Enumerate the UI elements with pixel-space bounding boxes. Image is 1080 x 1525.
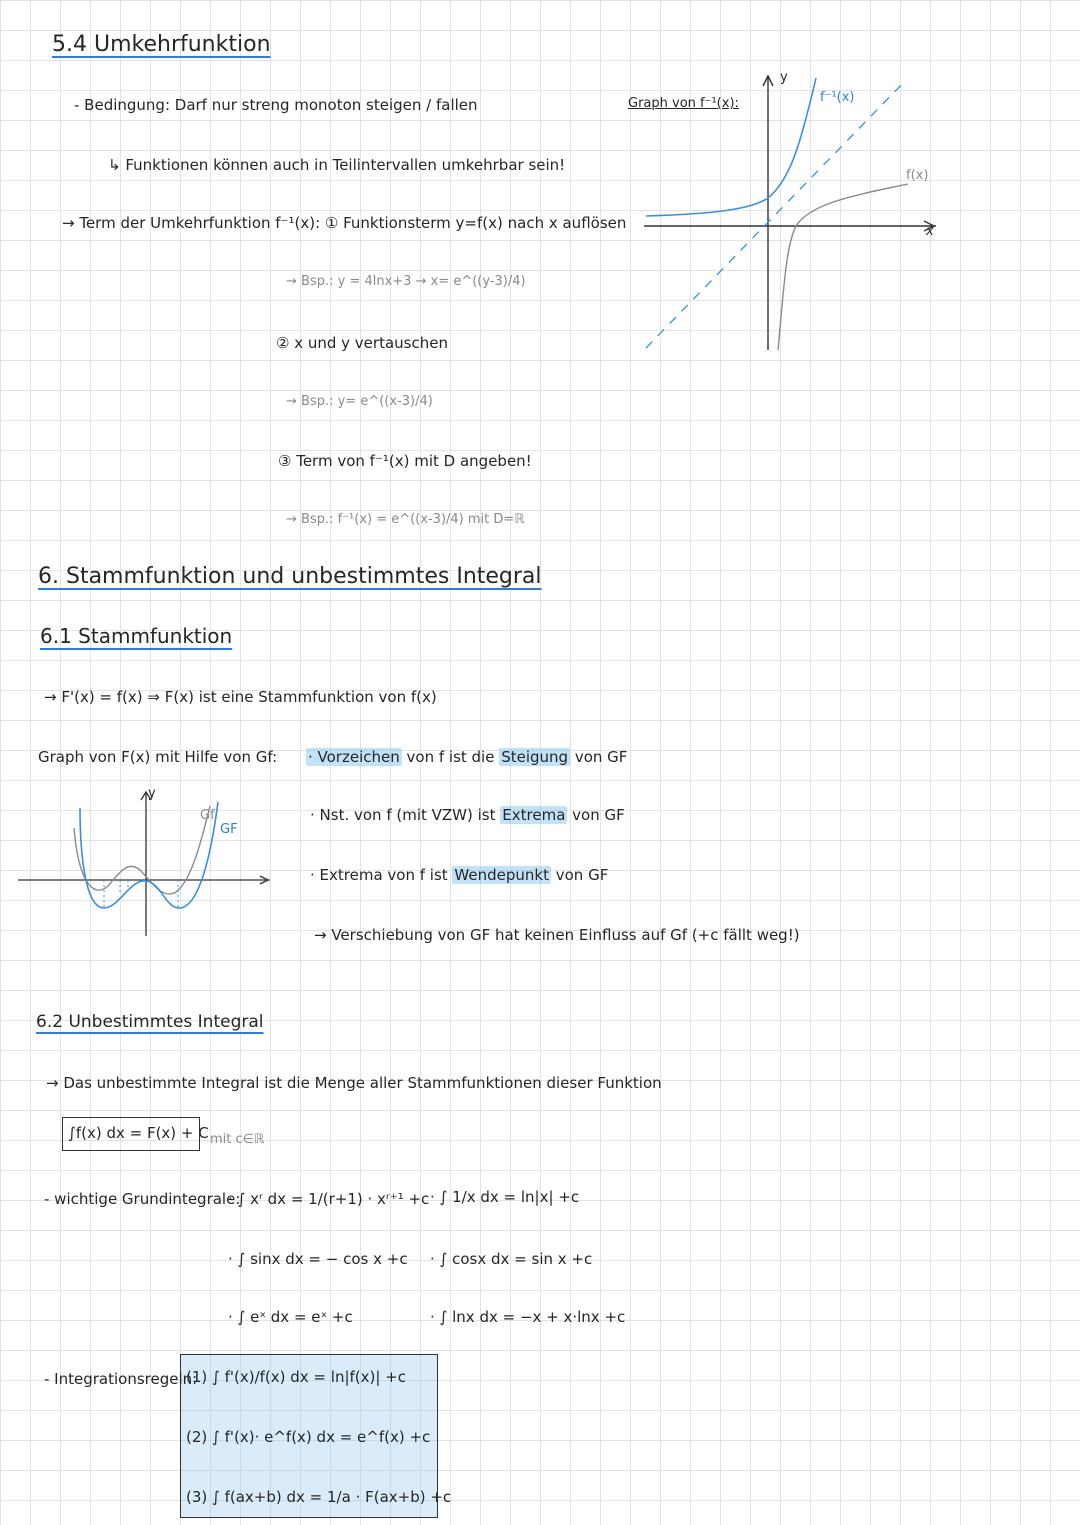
grundintegral-ln: · ∫ lnx dx = −x + x·lnx +c xyxy=(430,1308,626,1326)
regel-2: (2) ∫ f'(x)· e^f(x) dx = e^f(x) +c xyxy=(186,1428,431,1446)
umkehrfunktion-graph xyxy=(640,66,940,366)
stamm-y-label: y xyxy=(148,786,156,801)
integrationsregeln-label: - Integrationsregeln: xyxy=(44,1370,198,1388)
grundintegral-exp: · ∫ eˣ dx = eˣ +c xyxy=(228,1308,353,1326)
f-label: f(x) xyxy=(906,168,929,183)
graph-intro-text: Graph von F(x) mit Hilfe von Gf: xyxy=(38,748,278,766)
beispiel-1: → Bsp.: y = 4lnx+3 → x= e^((y-3)/4) xyxy=(286,274,526,289)
regel-1: (1) ∫ f'(x)/f(x) dx = ln|f(x)| +c xyxy=(186,1368,406,1386)
graph-x-label: x xyxy=(926,224,934,239)
grundintegrale-label: - wichtige Grundintegrale: xyxy=(44,1190,241,1208)
regel-vorzeichen xyxy=(306,748,627,766)
integral-formula: ∫f(x) dx = F(x) + C xyxy=(68,1124,209,1142)
regel-extrema xyxy=(310,866,608,884)
steigung-highlight: Steigung xyxy=(501,748,569,766)
mit-c-text: mit c∈ℝ xyxy=(210,1132,265,1147)
gF-curve xyxy=(80,802,218,908)
finv-label: f⁻¹(x) xyxy=(820,90,855,105)
finv-curve xyxy=(646,78,816,216)
regel-vorzeichen-end: von GF xyxy=(570,748,628,766)
regel-nst-start: · Nst. von f (mit VZW) ist xyxy=(310,806,501,824)
bedingung-text: - Bedingung: Darf nur streng monoton steigen / fallen xyxy=(74,96,478,114)
grundintegral-sinus: · ∫ sinx dx = − cos x +c xyxy=(228,1250,408,1268)
regel-nst-end: von GF xyxy=(567,806,625,824)
gf-label: Gf xyxy=(200,808,215,823)
graph-y-label: y xyxy=(780,70,788,85)
grundintegral-reziprok: · ∫ 1/x dx = ln|x| +c xyxy=(430,1188,580,1206)
schritt-3: ③ Term von f⁻¹(x) mit D angeben! xyxy=(278,452,532,470)
f-curve xyxy=(778,184,908,350)
schritt-2: ② x und y vertauschen xyxy=(276,334,448,352)
stammfunktion-definition: → F'(x) = f(x) ⇒ F(x) ist eine Stammfunktion von f(x) xyxy=(44,688,437,706)
teilintervalle-text: ↳ Funktionen können auch in Teilintervallen umkehrbar sein! xyxy=(108,156,566,174)
umkehr-term-text: → Term der Umkehrfunktion f⁻¹(x): ① Funktionsterm y=f(x) nach x auflösen xyxy=(62,214,627,232)
regel-vorzeichen-mid: von f ist die xyxy=(401,748,500,766)
unbestimmtes-integral-definition: → Das unbestimmte Integral ist die Menge aller Stammfunktionen dieser Funktion xyxy=(46,1074,662,1092)
regel-extrema-start: · Extrema von f ist xyxy=(310,866,453,884)
section-title-6: 6. Stammfunktion und unbestimmtes Integral xyxy=(38,564,542,589)
verschiebung-text: → Verschiebung von GF hat keinen Einfluss auf Gf (+c fällt weg!) xyxy=(314,926,800,944)
vorzeichen-highlight: · Vorzeichen xyxy=(308,748,400,766)
grundintegral-kosinus: · ∫ cosx dx = sin x +c xyxy=(430,1250,593,1268)
section-title-6-2: 6.2 Unbestimmtes Integral xyxy=(36,1012,264,1032)
extrema-highlight: Extrema xyxy=(502,806,566,824)
section-title-6-1: 6.1 Stammfunktion xyxy=(40,624,233,648)
stammfunktion-graph xyxy=(16,788,276,938)
gF-label: GF xyxy=(220,822,238,837)
section-title-5-4: 5.4 Umkehrfunktion xyxy=(52,32,271,57)
wendepunkt-highlight: Wendepunkt xyxy=(454,866,549,884)
graph-umkehr-title: Graph von f⁻¹(x): xyxy=(628,96,739,111)
grundintegral-potenz: · ∫ xʳ dx = 1/(r+1) · xʳ⁺¹ +c xyxy=(228,1190,430,1208)
beispiel-2: → Bsp.: y= e^((x-3)/4) xyxy=(286,394,433,409)
regel-3: (3) ∫ f(ax+b) dx = 1/a · F(ax+b) +c xyxy=(186,1488,452,1506)
beispiel-3: → Bsp.: f⁻¹(x) = e^((x-3)/4) mit D=ℝ xyxy=(286,512,525,527)
regel-extrema-end: von GF xyxy=(550,866,609,884)
regel-nullstellen xyxy=(310,806,625,824)
